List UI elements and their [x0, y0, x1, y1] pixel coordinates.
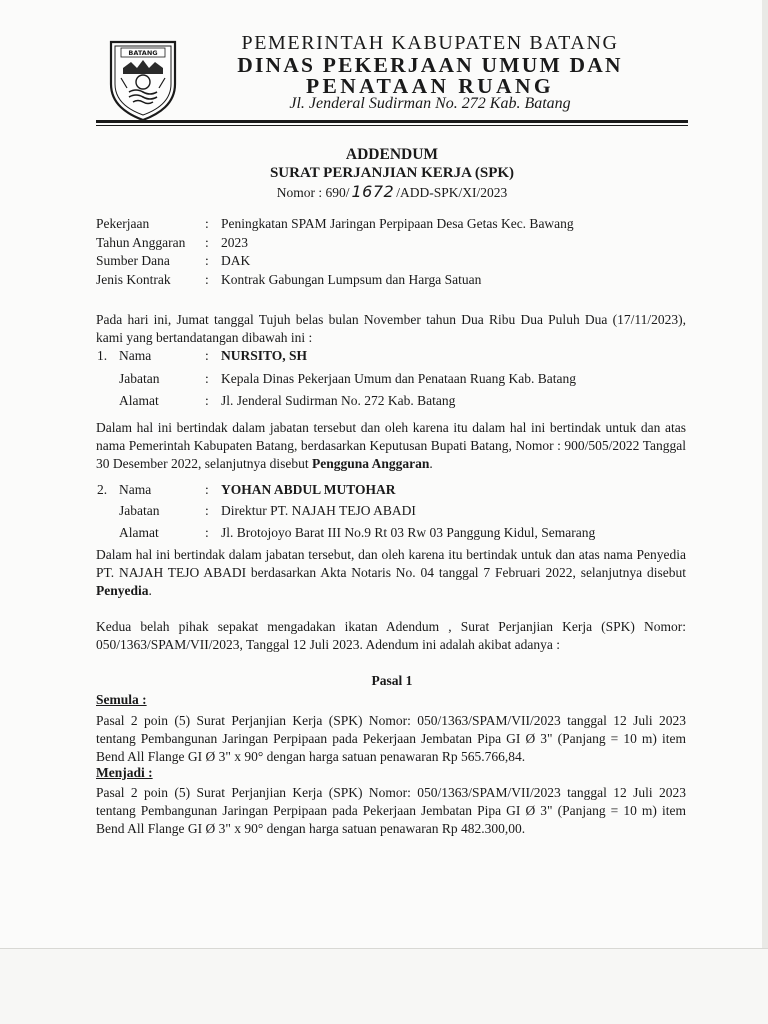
- batang-regency-logo: [107, 38, 179, 122]
- info-value: 2023: [221, 235, 248, 250]
- info-label: Tahun Anggaran: [96, 235, 186, 250]
- party2-name-label: Nama: [119, 482, 152, 497]
- party2-description: Dalam hal ini bertindak dalam jabatan tersebut, dan oleh karena itu bertindak untuk dan atas nama Penyedia PT. NAJAH TEJO ABADI berdasarkan Akta Notaris No. 04 tanggal 7 Februari 2022, selanjutnya disebut Penyedia.: [96, 547, 686, 598]
- party2-jabatan: Direktur PT. NAJAH TEJO ABADI: [221, 503, 416, 518]
- info-label: Sumber Dana: [96, 253, 170, 268]
- party2-name: YOHAN ABDUL MUTOHAR: [221, 482, 396, 497]
- party1-alamat-label: Alamat: [119, 393, 159, 408]
- party2-alamat: Jl. Brotojoyo Barat III No.9 Rt 03 Rw 03 Panggung Kidul, Semarang: [221, 525, 596, 540]
- party1-role: Pengguna Anggaran: [311, 456, 430, 471]
- semula-paragraph: Pasal 2 poin (5) Surat Perjanjian Kerja (SPK) Nomor: 050/1363/SPAM/VII/2023 tanggal 12 Juli 2023 tentang Pembangunan Jaringan Perpipaan pada Pekerjaan Jembatan Pipa GI Ø 3" (Panjang = 10 m) item Bend All Flange GI Ø 3" x 90° dengan harga satuan penawaran Rp 565.766,84.: [96, 713, 686, 764]
- info-value: Kontrak Gabungan Lumpsum dan Harga Satuan: [221, 272, 482, 287]
- letterhead-rule-thick: [96, 120, 688, 123]
- opening-paragraph: Pada hari ini, Jumat tanggal Tujuh belas bulan November tahun Dua Ribu Dua Puluh Dua (17/11/2023), kami yang bertandatangan dibawah ini :: [96, 312, 686, 345]
- party2-desc-text: Dalam hal ini bertindak dalam jabatan tersebut, dan oleh karena itu bertindak untuk dan atas nama Penyedia PT. NAJAH TEJO ABADI berdasarkan Akta Notaris No. 04 tanggal 7 Februari 2022, selanjutnya disebut: [96, 547, 686, 580]
- letterhead-rule-thin: [96, 125, 688, 126]
- info-value: Peningkatan SPAM Jaringan Perpipaan Desa Getas Kec. Bawang: [221, 216, 574, 231]
- menjadi-paragraph: Pasal 2 poin (5) Surat Perjanjian Kerja (SPK) Nomor: 050/1363/SPAM/VII/2023 tanggal 12 Juli 2023 tentang Pembangunan Jaringan Perpipaan pada Pekerjaan Jembatan Pipa GI Ø 3" (Panjang = 10 m) item Bend All Flange GI Ø 3" x 90° dengan harga satuan penawaran Rp 482.300,00.: [96, 785, 686, 836]
- party1-name: NURSITO, SH: [221, 348, 308, 363]
- scan-edge-shadow: [762, 0, 768, 948]
- party2-number: 2.: [97, 482, 108, 497]
- party1-jabatan: Kepala Dinas Pekerjaan Umum dan Penataan Ruang Kab. Batang: [221, 371, 577, 386]
- party1-description: Dalam hal ini bertindak dalam jabatan tersebut dan oleh karena itu dalam hal ini bertindak untuk dan atas nama Pemerintah Kabupaten Batang, berdasarkan Keputusan Bupati Batang, Nomor : 900/505/2022 Tanggal 30 Desember 2022, selanjutnya disebut Pengguna Anggaran.: [96, 420, 686, 471]
- party1-desc-text: Dalam hal ini bertindak dalam jabatan tersebut dan oleh karena itu dalam hal ini bertindak untuk dan atas nama Pemerintah Kabupaten Batang, berdasarkan Keputusan Bupati Batang, Nomor : 900/505/2022 Tanggal 30 Desember 2022, selanjutnya disebut: [96, 420, 686, 471]
- document-subtitle: SURAT PERJANJIAN KERJA (SPK): [269, 165, 515, 181]
- semula-heading: Semula :: [96, 692, 147, 707]
- logo-text: BATANG: [128, 49, 158, 58]
- info-value: DAK: [221, 253, 251, 268]
- document-number-prefix: Nomor : 690/: [276, 185, 350, 200]
- party1-name-label: Nama: [119, 348, 152, 363]
- party1-alamat: Jl. Jenderal Sudirman No. 272 Kab. Batang: [221, 393, 456, 408]
- pasal-heading: Pasal 1: [371, 673, 413, 688]
- letterhead-government: PEMERINTAH KABUPATEN BATANG: [241, 32, 619, 54]
- document-number-suffix: /ADD-SPK/XI/2023: [396, 185, 508, 200]
- document-title: ADDENDUM: [345, 146, 439, 163]
- agreement-paragraph: Kedua belah pihak sepakat mengadakan ikatan Adendum , Surat Perjanjian Kerja (SPK) Nomor: 050/1363/SPAM/VII/2023, Tanggal 12 Juli 2023. Adendum ini adalah akibat adanya :: [96, 619, 686, 652]
- party2-role: Penyedia: [96, 583, 149, 598]
- menjadi-heading: Menjadi :: [96, 765, 153, 780]
- party2-alamat-label: Alamat: [119, 525, 159, 540]
- party2-jabatan-label: Jabatan: [119, 503, 160, 518]
- document-number-handwritten: 1672: [351, 182, 395, 201]
- info-label: Pekerjaan: [96, 216, 150, 231]
- letterhead-department-line1: DINAS PEKERJAAN UMUM DAN: [237, 53, 623, 77]
- letterhead-department-line2: PENATAAN RUANG: [305, 74, 555, 98]
- info-label: Jenis Kontrak: [96, 272, 171, 287]
- party1-jabatan-label: Jabatan: [119, 371, 160, 386]
- letterhead-address: Jl. Jenderal Sudirman No. 272 Kab. Batang: [289, 95, 571, 112]
- document-number: [96, 182, 688, 201]
- party1-number: 1.: [97, 348, 108, 363]
- document-page: BATANG PEMERINTAH KABUPATEN BATANG DINAS PEKERJAAN UMUM DAN PENATAAN RUANG Jl. Jenderal Sudirman No. 272 Kab. Batang ADDENDUM SURAT PERJANJIAN KERJA (SPK) Nomor : 690/ 1672 /ADD-SPK/XI/2023 Pekerjaan : Peningkatan SPAM Jaringan Perpipaan Desa Getas Kec. Bawang Tahun Anggaran : 2023 Sumber Dana : DAK Jenis Kontrak : Kontrak Gabungan Lumpsum dan Harga Satuan Pada hari ini, Jumat tanggal Tujuh belas bulan November tahun Dua Ribu Dua Puluh Dua (17/11/2023), kami yang bertandatangan dibawah ini : 1. Nama : NURSITO, SH Jabatan : Kepala Dinas Pekerjaan Umum dan Penataan Ruang Kab. Batang Alamat : Jl. Jenderal Sudirman No. 272 Kab. Batang Dalam hal ini bertindak dalam jabatan tersebut dan oleh karena itu dalam hal ini bertindak untuk dan atas nama Pemerintah Kabupaten Batang, berdasarkan Keputusan Bupati Batang, Nomor : 900/505/2022 Tanggal 30 Desember 2022, selanjutnya disebut Pengguna Anggaran. 2. Nama : YOHAN ABDUL MUTOHAR Jabatan : Direktur PT. NAJAH TEJO ABADI Alamat : Jl. Brotojoyo Barat III No.9 Rt 03 Rw 03 Panggung Kidul, Semarang Dalam hal ini bertindak dalam jabatan tersebut, dan oleh karena itu bertindak untuk dan atas nama Penyedia PT. NAJAH TEJO ABADI berdasarkan Akta Notaris No. 04 tanggal 7 Februari 2022, selanjutnya disebut Penyedia. Kedua belah pihak sepakat mengadakan ikatan Adendum , Surat Perjanjian Kerja (SPK) Nomor: 050/1363/SPAM/VII/2023, Tanggal 12 Juli 2023. Adendum ini adalah akibat adanya : Pasal 1 Semula : Pasal 2 poin (5) Surat Perjanjian Kerja (SPK) Nomor: 050/1363/SPAM/VII/2023 tanggal 12 Juli 2023 tentang Pembangunan Jaringan Perpipaan pada Pekerjaan Jembatan Pipa GI Ø 3" (Panjang = 10 m) item Bend All Flange GI Ø 3" x 90° dengan harga satuan penawaran Rp 565.766,84. Menjadi : Pasal 2 poin (5) Surat Perjanjian Kerja (SPK) Nomor: 050/1363/SPAM/VII/2023 tanggal 12 Juli 2023 tentang Pembangunan Jaringan Perpipaan pada Pekerjaan Jembatan Pipa GI Ø 3" (Panjang = 10 m) item Bend All Flange GI Ø 3" x 90° dengan harga satuan penawaran Rp 482.300,00.: [0, 0, 768, 949]
